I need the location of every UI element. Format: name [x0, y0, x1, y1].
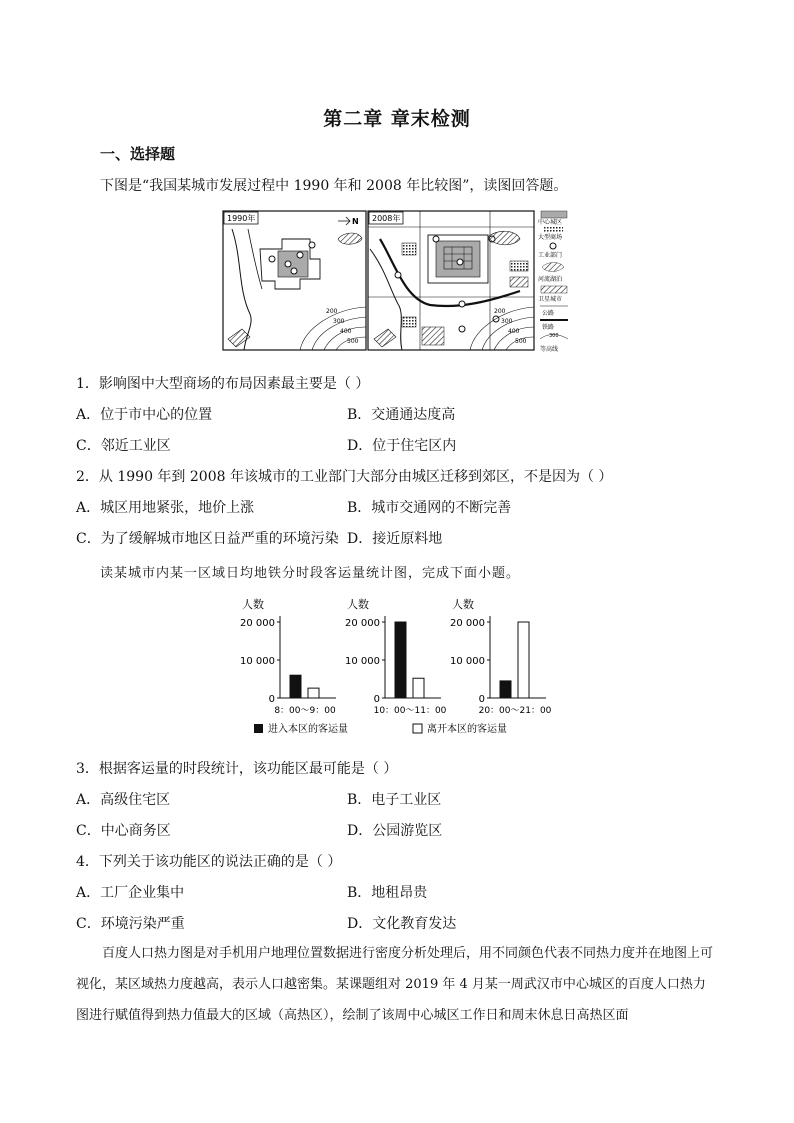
y-tick-label-3-2: 0	[478, 694, 485, 705]
bar-leave-2	[413, 678, 424, 698]
legend-swatch-enter	[254, 724, 263, 733]
q2-option-a: A．城区用地紧张，地价上涨	[76, 500, 255, 516]
page-title: 第二章 章末检测	[323, 108, 471, 130]
question-4-stem: 4．下列关于该功能区的说法正确的是（ ）	[76, 854, 342, 870]
legend-enter-label: 进入本区的客运量	[268, 724, 348, 735]
map-2008-label: 2008年	[372, 214, 401, 223]
map-1990-label: 1990年	[227, 214, 256, 223]
legend-swatch-leave	[413, 724, 422, 733]
q3-option-a: A．高级住宅区	[76, 792, 171, 808]
section-heading: 一、选择题	[100, 145, 176, 163]
contour-label-400b: 400	[508, 328, 520, 335]
passenger-flow-chart	[230, 594, 570, 742]
q3-option-d: D．公园游览区	[347, 823, 443, 839]
y-axis-title-1: 人数	[242, 598, 264, 611]
y-tick-label-1-2: 0	[268, 694, 275, 705]
contour-label-300b: 300	[501, 318, 513, 325]
q1-option-a: A．位于市中心的位置	[76, 407, 213, 423]
map-1990-panel	[223, 211, 366, 350]
question-2-stem: 2．从 1990 年到 2008 年该城市的工业部门大部分由城区迁移到郊区，不是因为（ ）	[76, 469, 613, 485]
q4-option-c: C．环境污染严重	[76, 916, 185, 932]
q4-option-b: B．地租昂贵	[347, 885, 428, 901]
y-tick-label-3-0: 20 000	[450, 618, 485, 629]
q1-option-c: C．邻近工业区	[76, 438, 171, 454]
q2-option-d: D．接近原料地	[347, 531, 443, 547]
map-legend	[538, 211, 568, 353]
passage-paragraph: 百度人口热力图是对手机用户地理位置数据进行密度分析处理后，用不同颜色代表不同热力度并在地图上可视化，某区域热力度越高，表示人口越密集。某课题组对 2019 年 4 月某一周武汉市中心城区的百度人口热力图进行赋值得到热力值最大的区域（高热区），绘制了该周中心城区工作日和周末休息日高热区面	[76, 946, 714, 1023]
legend-railway: 铁路	[542, 324, 555, 331]
q1-option-d: D．位于住宅区内	[347, 438, 457, 454]
y-tick-label-2-1: 10 000	[345, 656, 380, 667]
north-arrow-label: N	[352, 217, 359, 226]
legend-satellite: 卫星城市	[538, 296, 563, 303]
q2-option-c: C．为了缓解城市地区日益严重的环境污染	[76, 531, 339, 547]
y-tick-label-2-0: 20 000	[345, 618, 380, 629]
legend-mall: 大型商场	[538, 234, 563, 241]
q2-option-b: B．城市交通网的不断完善	[347, 500, 512, 516]
chart-caption: 读某城市内某一区域日均地铁分时段客运量统计图，完成下面小题。	[100, 566, 521, 581]
legend-highway: 公路	[542, 310, 555, 317]
legend-center-city: 中心城区	[538, 219, 563, 226]
x-category-label-1: 8：00～9：00	[274, 706, 336, 716]
q1-option-b: B．交通通达度高	[347, 407, 456, 423]
y-axis-title-2: 人数	[347, 598, 369, 611]
contour-label-300: 300	[333, 318, 345, 325]
question-3-stem: 3．根据客运量的时段统计，该功能区最可能是（ ）	[76, 761, 398, 777]
y-tick-label-2-2: 0	[373, 694, 380, 705]
q4-option-a: A．工厂企业集中	[76, 885, 185, 901]
q3-option-b: B．电子工业区	[347, 792, 442, 808]
legend-river-lake: 河流湖泊	[538, 276, 563, 283]
bar-enter-2	[395, 622, 406, 698]
legend-contour: 等高线	[540, 346, 559, 353]
contour-label-200: 200	[326, 308, 338, 315]
y-tick-label-1-1: 10 000	[240, 656, 275, 667]
contour-label-400: 400	[340, 328, 352, 335]
intro-text: 下图是“我国某城市发展过程中 1990 年和 2008 年比较图”，读图回答题。	[100, 178, 568, 194]
bar-enter-3	[500, 681, 511, 698]
bar-leave-1	[308, 688, 319, 698]
legend-contour-value: 300	[549, 333, 559, 339]
contour-label-200b: 200	[494, 308, 506, 315]
y-axis-title-3: 人数	[452, 598, 474, 611]
city-comparison-map	[220, 209, 576, 359]
question-1-stem: 1．影响图中大型商场的布局因素最主要是（ ）	[76, 376, 370, 392]
bar-enter-1	[290, 675, 301, 698]
y-tick-label-1-0: 20 000	[240, 618, 275, 629]
contour-label-500: 500	[347, 338, 359, 345]
x-category-label-3: 20：00～21：00	[478, 706, 552, 716]
x-category-label-2: 10：00～11：00	[373, 706, 447, 716]
legend-leave-label: 离开本区的客运量	[427, 724, 507, 735]
q4-option-d: D．文化教育发达	[347, 916, 457, 932]
chart-legend	[254, 722, 507, 735]
contour-label-500b: 500	[515, 338, 527, 345]
map-2008-panel	[368, 211, 534, 350]
q3-option-c: C．中心商务区	[76, 823, 171, 839]
legend-industry: 工业部门	[538, 252, 563, 259]
bar-leave-3	[518, 622, 529, 698]
y-tick-label-3-1: 10 000	[450, 656, 485, 667]
